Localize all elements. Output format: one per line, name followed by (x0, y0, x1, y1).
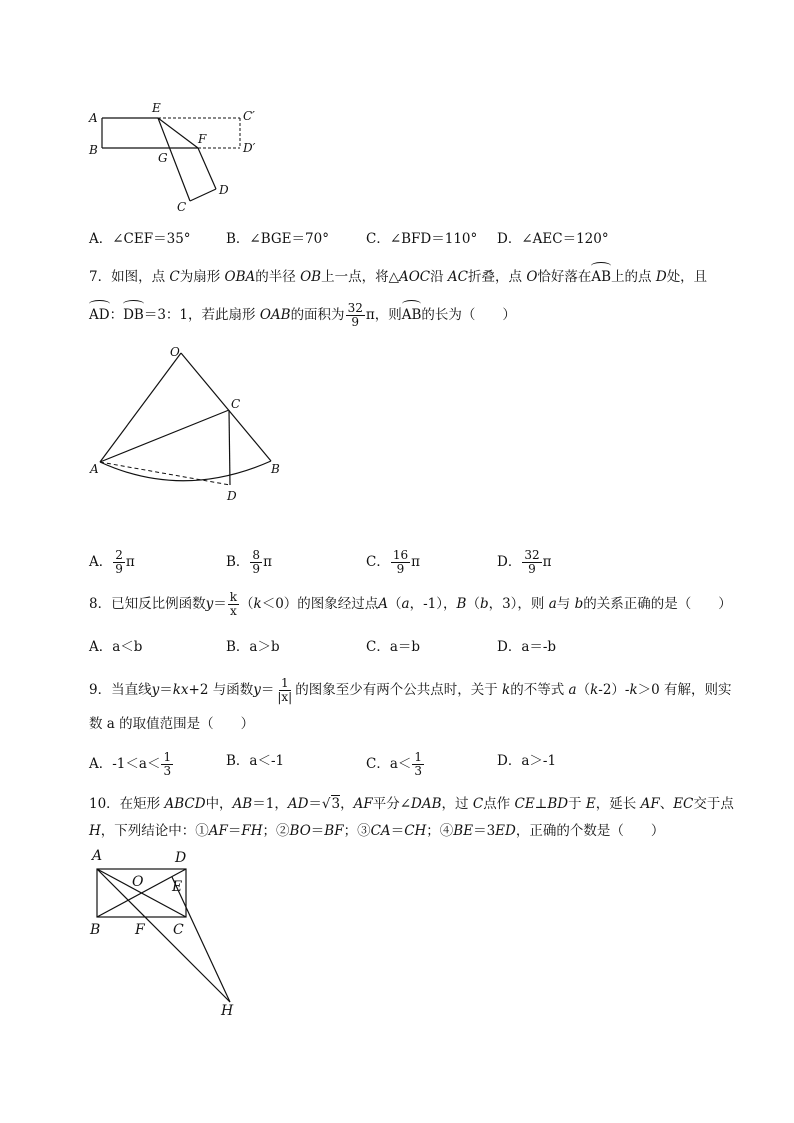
q7-label-A: A (90, 462, 99, 476)
q6-label-E: E (152, 101, 161, 115)
q7-option-d: D． $\frac{32}{9}$ π (497, 548, 552, 576)
arc-AB-2: AB (401, 307, 422, 323)
q10-label-E: E (172, 879, 183, 895)
q7-label-C: C (231, 397, 241, 411)
q7-stem-line2: AD：DB＝3：1，若此扇形 OAB的面积为 $\frac{32}{9}$ π，则AB的长为（ ） (89, 301, 516, 329)
fraction-1-absx: $\frac{1}{|x|}$ (277, 676, 293, 704)
q7-stem-line1: 7．如图，点 C为扇形 OBA的半径 OB上一点，将△AOC沿 AC折叠，点 O恰好落在AB上的点 D处，且 (89, 269, 708, 285)
q6-figure (85, 98, 265, 218)
q8-option-a: A．a＜b (89, 639, 143, 655)
q8-option-c: C．a＝b (366, 639, 421, 655)
fraction-k-x: $\frac{k}{x}$ (229, 590, 238, 618)
q7-figure (85, 340, 295, 510)
q9-option-c: C．a＜ $\frac{1}{3}$ (366, 750, 423, 778)
q10-figure (85, 844, 245, 1020)
q10-label-C: C (173, 922, 184, 938)
arc-DB: DB (123, 307, 144, 323)
q10-label-A: A (92, 848, 103, 864)
q10-label-H: H (221, 1003, 234, 1019)
q7-label-B: B (271, 462, 280, 476)
q6-label-C: C (177, 200, 187, 214)
q10-label-O: O (132, 874, 144, 890)
q6-option-a: A．∠CEF＝35° (89, 231, 191, 247)
q10-stem-line1: 10．在矩形 ABCD中，AB＝1，AD＝√3，AF平分∠DAB，过 C点作 CE⊥BD于 E，延长 AF、EC交于点 (89, 796, 734, 812)
q8-stem: 8．已知反比例函数y＝ $\frac{k}{x}$ （k＜0）的图象经过点A（a，-1），B（b，3），则 a与 b的关系正确的是（ ） (89, 590, 732, 618)
q9-stem-line2: 数 a 的取值范围是（ ） (89, 716, 255, 732)
q10-stem-line2: H，下列结论中：①AF＝FH；②BO＝BF；③CA＝CH；④BE＝3ED，正确的个数是（ ） (89, 823, 665, 839)
arc-AD: AD (89, 307, 110, 323)
q6-label-B: B (89, 143, 98, 157)
q7-option-c: C． $\frac{16}{9}$ π (366, 548, 420, 576)
q6-label-A: A (89, 111, 98, 125)
arc-AB: AB (591, 269, 612, 285)
q7-option-b: B． $\frac{8}{9}$ π (226, 548, 272, 576)
q7-option-a: A． $\frac{2}{9}$ π (89, 548, 135, 576)
q10-label-D: D (175, 850, 187, 866)
q7-label-O: O (170, 345, 180, 359)
q8-option-d: D．a＝-b (497, 639, 557, 655)
q6-label-D-prime: D′ (243, 141, 256, 155)
q6-label-D: D (219, 183, 229, 197)
fraction-32-9: $\frac{32}{9}$ (347, 301, 363, 329)
q9-option-b: B．a＜-1 (226, 753, 285, 769)
q6-option-d: D．∠AEC＝120° (497, 231, 609, 247)
q9-stem-line1: 9．当直线y＝kx+2 与函数y＝ $\frac{1}{|x|}$ 的图象至少有两个公共点时，关于 k的不等式 a（k-2）-k＞0 有解，则实 (89, 676, 732, 704)
q10-label-B: B (90, 922, 101, 938)
q6-label-G: G (158, 151, 168, 165)
q6-label-F: F (198, 132, 207, 146)
q6-label-C-prime: C′ (243, 109, 255, 123)
q9-option-a: A．-1＜a＜ $\frac{1}{3}$ (89, 750, 172, 778)
q8-option-b: B．a＞b (226, 639, 280, 655)
q10-label-F: F (135, 922, 145, 938)
q9-option-d: D．a＞-1 (497, 753, 557, 769)
q7-label-D: D (227, 489, 237, 503)
q6-option-b: B．∠BGE＝70° (226, 231, 329, 247)
q6-option-c: C．∠BFD＝110° (366, 231, 478, 247)
